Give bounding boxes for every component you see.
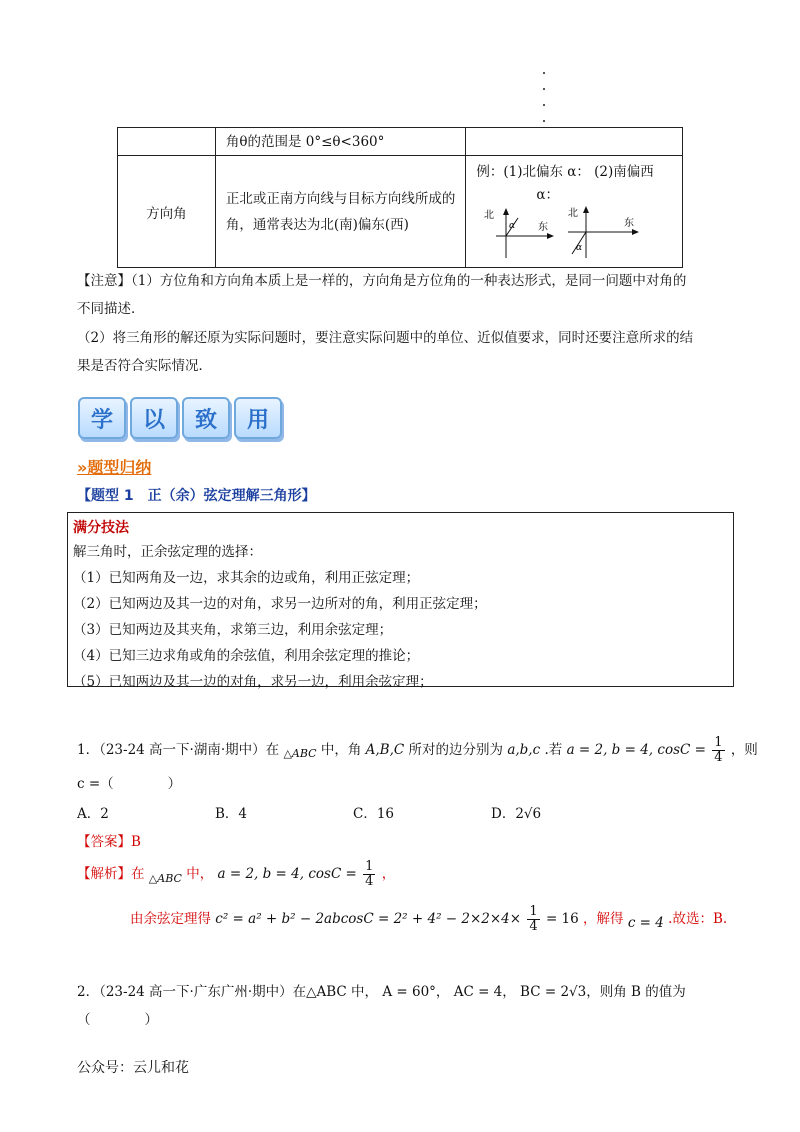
table-cell-empty [466, 128, 683, 156]
fig1-north-label: 北 [484, 210, 495, 221]
direction-angle-label: 方向角 [118, 156, 216, 268]
option-b[interactable]: B．4 [215, 806, 248, 822]
banner-char-2: 以 [130, 397, 178, 439]
q1-condition: a = 2, b = 4, cosC = [566, 742, 706, 758]
tips-line: （3）已知两边及其夹角，求第三边，利用余弦定理； [73, 622, 393, 638]
banner-char-3: 致 [182, 397, 230, 439]
question-1 [77, 736, 758, 765]
solution-2-eq-end: = 16 [545, 911, 579, 927]
note-2-line-1: （2）将三角形的解还原为实际问题时，要注意实际问题中的单位、近似值要求，同时还要注意所求的结 [77, 330, 694, 346]
fraction-numerator: 1 [714, 735, 723, 750]
fig2-east-label: 东 [624, 218, 635, 229]
option-c[interactable]: C．16 [353, 806, 395, 822]
fraction-denominator: 4 [714, 750, 723, 765]
solution-2-equation: c² = a² + b² − 2abcosC = 2² + 4² − 2×2×4× [215, 911, 522, 927]
note-1-line-2: 不同描述． [77, 301, 145, 317]
tips-line: （2）已知两边及其一边的对角，求另一边所对的角，利用正弦定理； [73, 596, 487, 612]
q1-line-2: c =（ ） [77, 776, 182, 792]
example-line-2: α： [536, 187, 559, 203]
solution-end: ， [381, 866, 396, 882]
solution-condition: a = 2, b = 4, cosC = [217, 866, 357, 882]
question-2-line-1: 2．（23-24 高一下·广东广州·期中）在△ABC 中， A = 60°， AC = 4， BC = 2√3，则角 B 的值为 [77, 984, 686, 1000]
fig2-alpha-label: α [576, 243, 583, 253]
fraction-numerator: 1 [365, 859, 374, 874]
solution-2-a: 由余弦定理得 [130, 911, 211, 927]
fraction-numerator: 1 [529, 904, 538, 919]
q1-sides: a,b,c [507, 742, 541, 758]
solution-fraction [363, 860, 375, 889]
solution-2-b: ，解得 [583, 911, 624, 927]
fig2-north-label: 北 [568, 208, 579, 219]
banner-char-1: 学 [78, 397, 126, 439]
fraction-denominator: 4 [365, 874, 374, 889]
direction-angle-table [117, 127, 683, 268]
tips-header: 满分技法 [73, 520, 129, 536]
question-2-line-2: （ ） [77, 1012, 158, 1028]
learn-apply-banner [78, 397, 282, 439]
q1-answer: 【答案】B [77, 834, 141, 850]
tips-line: 解三角时，正余弦定理的选择： [73, 544, 262, 560]
tips-line: （5）已知两边及其一边的对角，求另一边，利用余弦定理； [73, 674, 433, 690]
option-d[interactable]: D．2√6 [491, 806, 542, 822]
solution-2-d: .故选：B. [668, 911, 728, 927]
q1-options [77, 802, 629, 822]
q1-solution-line-1 [77, 860, 395, 889]
banner-char-4: 用 [234, 397, 282, 439]
note-1-line-1: 【注意】（1）方位角和方向角本质上是一样的，方向角是方位角的一种表达形式，是同一问题中对角的 [77, 273, 687, 289]
tips-line: （4）已知三边求角或角的余弦值，利用余弦定理的推论； [73, 648, 420, 664]
example-line-1: 例：(1)北偏东 α： (2)南偏西 [476, 164, 654, 180]
q1-triangle: △ABC [283, 747, 317, 760]
solution-mid: 中， [186, 866, 214, 882]
tips-box [67, 512, 734, 690]
solution-2-fraction [527, 905, 539, 934]
fraction-denominator: 4 [529, 919, 538, 934]
q1-mid2: 所对的边分别为 [408, 742, 504, 758]
q1-mid1: 中，角 [320, 742, 362, 758]
solution-2-c: c = 4 [627, 915, 664, 931]
q1-fraction [712, 736, 724, 765]
q1-mid3: .若 [544, 742, 563, 758]
direction-figures [476, 206, 656, 262]
angle-range-text: 角θ的范围是 0°≤θ<360° [215, 128, 465, 156]
q1-end: ，则 [730, 742, 758, 758]
note-2 [77, 324, 717, 380]
type-title: 【题型 1 正（余）弦定理解三角形】 [77, 488, 316, 504]
note-1 [77, 267, 717, 323]
solution-label: 【解析】在 [77, 866, 145, 882]
note-2-line-2: 果是否符合实际情况． [77, 358, 212, 374]
section-title: »题型归纳 [77, 458, 152, 477]
direction-angle-example [466, 156, 683, 268]
table-cell-empty [118, 128, 216, 156]
solution-triangle: △ABC [148, 872, 182, 885]
q1-prefix: 1．（23-24 高一下·湖南·期中）在 [77, 742, 280, 758]
q1-solution-line-2 [130, 905, 727, 934]
q1-angles: A,B,C [365, 742, 405, 758]
option-a[interactable]: A．2 [77, 806, 109, 822]
fig1-east-label: 东 [538, 222, 549, 233]
fig1-alpha-label: α [509, 221, 516, 231]
direction-angle-definition: 正北或正南方向线与目标方向线所成的角，通常表达为北(南)偏东(西) [215, 156, 465, 268]
tips-line: （1）已知两角及一边，求其余的边或角，利用正弦定理； [73, 570, 420, 586]
footer-text: 公众号：云儿和花 [77, 1060, 189, 1076]
